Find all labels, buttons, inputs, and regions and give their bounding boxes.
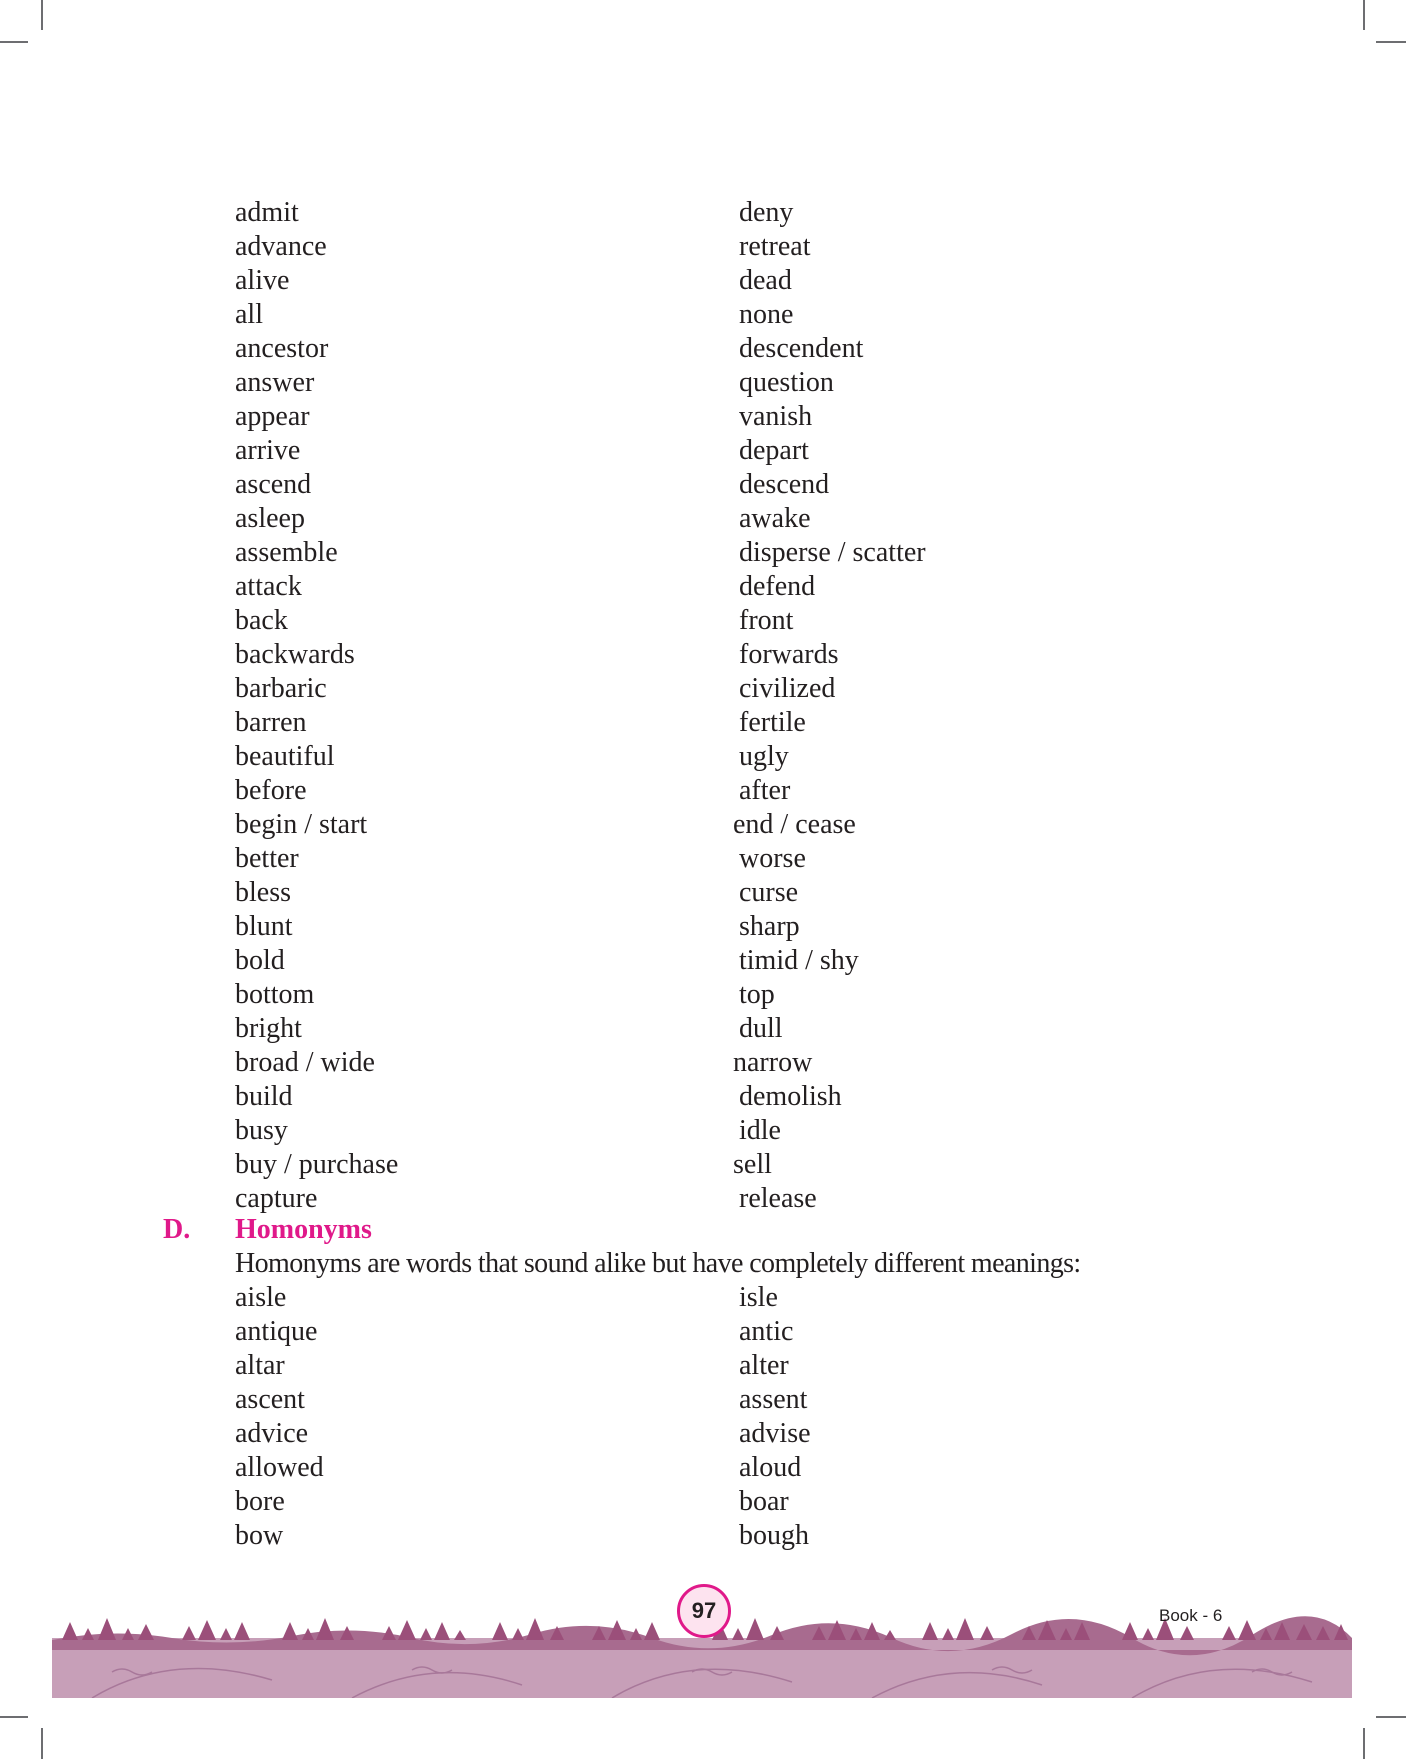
- antonym-word: assemble: [235, 537, 338, 568]
- antonym-opposite: timid / shy: [739, 945, 859, 976]
- section-intro: Homonyms are words that sound alike but have completely different meanings:: [235, 1248, 1081, 1279]
- homonym-word: bore: [235, 1486, 285, 1517]
- homonym-word: bow: [235, 1520, 284, 1551]
- antonym-opposite: retreat: [739, 231, 811, 262]
- antonym-word: barren: [235, 707, 307, 738]
- antonym-opposite: awake: [739, 503, 811, 534]
- antonym-opposite: vanish: [739, 401, 813, 432]
- antonym-word: bless: [235, 877, 291, 908]
- homonym-pair: boar: [739, 1486, 789, 1517]
- antonym-opposite: after: [739, 775, 791, 806]
- crop-mark: [0, 1716, 28, 1718]
- section-title: Homonyms: [235, 1214, 372, 1245]
- homonym-word: antique: [235, 1316, 318, 1347]
- antonym-word: asleep: [235, 503, 305, 534]
- antonym-word: blunt: [235, 911, 293, 942]
- antonym-opposite: top: [739, 979, 775, 1010]
- crop-mark: [41, 1728, 43, 1759]
- homonym-pair: isle: [739, 1282, 778, 1313]
- crop-mark: [0, 41, 28, 43]
- homonym-pair: antic: [739, 1316, 794, 1347]
- crop-mark: [1376, 1716, 1406, 1718]
- book-label: Book - 6: [1159, 1606, 1223, 1625]
- homonym-pair: advise: [739, 1418, 811, 1449]
- antonym-word: all: [235, 299, 263, 330]
- crop-mark: [1376, 41, 1406, 43]
- antonym-word: begin / start: [235, 809, 368, 840]
- homonym-word: ascent: [235, 1384, 305, 1415]
- crop-mark: [41, 0, 43, 30]
- antonym-opposite: curse: [739, 877, 799, 908]
- homonym-word: aisle: [235, 1282, 287, 1313]
- homonym-word: advice: [235, 1418, 309, 1449]
- antonym-word: alive: [235, 265, 290, 296]
- antonym-word: back: [235, 605, 288, 636]
- antonym-opposite: civilized: [739, 673, 836, 704]
- antonym-opposite: defend: [739, 571, 816, 602]
- antonym-word: ancestor: [235, 333, 329, 364]
- crop-mark: [1363, 1728, 1365, 1759]
- antonym-opposite: ugly: [739, 741, 789, 772]
- antonym-opposite: descendent: [739, 333, 864, 364]
- antonym-opposite: dead: [739, 265, 792, 296]
- antonym-opposite: release: [739, 1183, 817, 1214]
- antonym-opposite: idle: [739, 1115, 781, 1146]
- antonym-opposite: none: [739, 299, 794, 330]
- antonym-opposite: forwards: [739, 639, 839, 670]
- antonym-word: bottom: [235, 979, 315, 1010]
- antonym-opposite: front: [739, 605, 794, 636]
- antonym-opposite: dull: [739, 1013, 783, 1044]
- homonym-pair: assent: [739, 1384, 808, 1415]
- section-letter: D.: [163, 1214, 191, 1245]
- antonym-opposite: sharp: [739, 911, 800, 942]
- antonym-opposite: worse: [739, 843, 806, 874]
- crop-mark: [1363, 0, 1365, 30]
- antonym-opposite: demolish: [739, 1081, 842, 1112]
- homonym-pair: bough: [739, 1520, 809, 1551]
- antonym-word: beautiful: [235, 741, 335, 772]
- antonym-word: backwards: [235, 639, 355, 670]
- antonym-word: admit: [235, 197, 299, 228]
- antonym-word: busy: [235, 1115, 288, 1146]
- antonym-opposite: fertile: [739, 707, 806, 738]
- antonym-word: advance: [235, 231, 327, 262]
- antonym-word: answer: [235, 367, 315, 398]
- antonym-opposite: depart: [739, 435, 809, 466]
- antonym-opposite: end / cease: [733, 809, 856, 840]
- antonym-opposite: disperse / scatter: [739, 537, 926, 568]
- antonym-word: before: [235, 775, 307, 806]
- antonym-word: arrive: [235, 435, 301, 466]
- antonym-word: buy / purchase: [235, 1149, 399, 1180]
- antonym-word: capture: [235, 1183, 318, 1214]
- antonym-word: better: [235, 843, 299, 874]
- antonym-word: barbaric: [235, 673, 327, 704]
- antonym-opposite: deny: [739, 197, 794, 228]
- antonym-word: attack: [235, 571, 302, 602]
- antonym-opposite: narrow: [733, 1047, 813, 1078]
- homonym-pair: alter: [739, 1350, 789, 1381]
- homonym-pair: aloud: [739, 1452, 802, 1483]
- antonym-word: ascend: [235, 469, 312, 500]
- antonym-word: build: [235, 1081, 293, 1112]
- antonym-word: bright: [235, 1013, 302, 1044]
- antonym-word: bold: [235, 945, 285, 976]
- antonym-word: broad / wide: [235, 1047, 375, 1078]
- antonym-word: appear: [235, 401, 310, 432]
- antonym-opposite: question: [739, 367, 834, 398]
- page-number-badge: 97: [677, 1584, 731, 1638]
- homonym-word: allowed: [235, 1452, 324, 1483]
- antonym-opposite: sell: [733, 1149, 772, 1180]
- antonym-opposite: descend: [739, 469, 830, 500]
- homonym-word: altar: [235, 1350, 285, 1381]
